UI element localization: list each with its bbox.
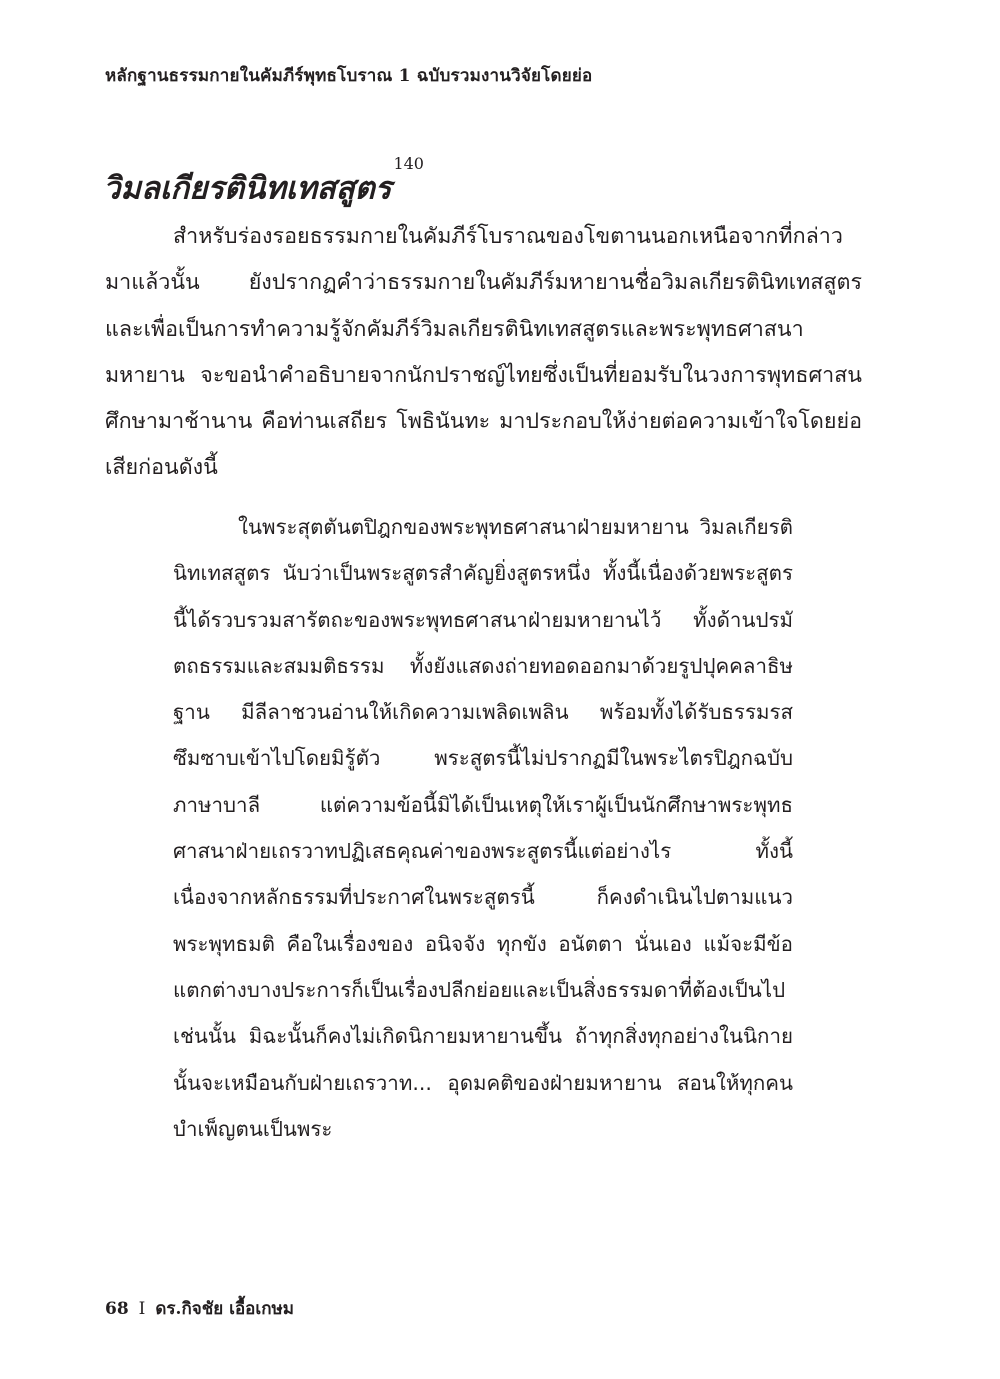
running-header: หลักฐานธรรมกายในคัมภีร์พุทธโบราณ 1 ฉบับรวมงานวิจัยโดยย่อ: [105, 66, 593, 86]
section-heading: [103, 152, 424, 218]
footer-separator: I: [138, 1299, 146, 1319]
footnote-reference[interactable]: 140: [393, 154, 424, 173]
block-quote: ในพระสุตตันตปิฎกของพระพุทธศาสนาฝ่ายมหายาน วิมลเกียรตินิทเทสสูตร นับว่าเป็นพระสูตรสำคัญยิ่งสูตรหนึ่ง ทั้งนี้เนื่องด้วยพระสูตรนี้ได้รวบรวมสารัตถะของพระพุทธศาสนาฝ่ายมหายานไว้ ทั้งด้านปรมัตถธรรมและสมมติธรรม ทั้งยังแสดงถ่ายทอดออกมาด้วยรูปปุคคลาธิษฐาน มีลีลาชวนอ่านให้เกิดความเพลิดเพลิน พร้อมทั้งได้รับธรรมรสซึมซาบเข้าไปโดยมิรู้ตัว พระสูตรนี้ไม่ปรากฏมีในพระไตรปิฎกฉบับภาษาบาลี แต่ความข้อนี้มิได้เป็นเหตุให้เราผู้เป็นนักศึกษาพระพุทธศาสนาฝ่ายเถรวาทปฏิเสธคุณค่าของพระสูตรนี้แต่อย่างไร ทั้งนี้เนื่องจากหลักธรรมที่ประกาศในพระสูตรนี้ ก็คงดำเนินไปตามแนวพระพุทธมติ คือในเรื่องของ อนิจจัง ทุกขัง อนัตตา นั่นเอง แม้จะมีข้อแตกต่างบางประการก็เป็นเรื่องปลีกย่อยและเป็นสิ่งธรรมดาที่ต้องเป็นไปเช่นนั้น มิฉะนั้นก็คงไม่เกิดนิกายมหายานขึ้น ถ้าทุกสิ่งทุกอย่างในนิกายนั้นจะเหมือนกับฝ่ายเถรวาท... อุดมคติของฝ่ายมหายาน สอนให้ทุกคนบำเพ็ญตนเป็นพระ: [173, 515, 793, 1141]
body-paragraph: สำหรับร่องรอยธรรมกายในคัมภีร์โบราณของโขตานนอกเหนือจากที่กล่าวมาแล้วนั้น ยังปรากฏคำว่าธรรมกายในคัมภีร์มหายานชื่อวิมลเกียรตินิทเทสสูตร และเพื่อเป็นการทำความรู้จักคัมภีร์วิมลเกียรตินิทเทสสูตรและพระพุทธศาสนามหายาน จะขอนำคำอธิบายจากนักปราชญ์ไทยซึ่งเป็นที่ยอมรับในวงการพุทธศาสนศึกษามาช้านาน คือท่านเสถียร โพธินันทะ มาประกอบให้ง่ายต่อความเข้าใจโดยย่อเสียก่อนดังนี้: [105, 224, 862, 481]
page-number: 68: [105, 1299, 129, 1319]
section-title: วิมลเกียรตินิทเทสสูตร: [103, 170, 392, 207]
author-name: ดร.กิจชัย เอื้อเกษม: [155, 1299, 294, 1319]
page-footer: [105, 1295, 294, 1322]
